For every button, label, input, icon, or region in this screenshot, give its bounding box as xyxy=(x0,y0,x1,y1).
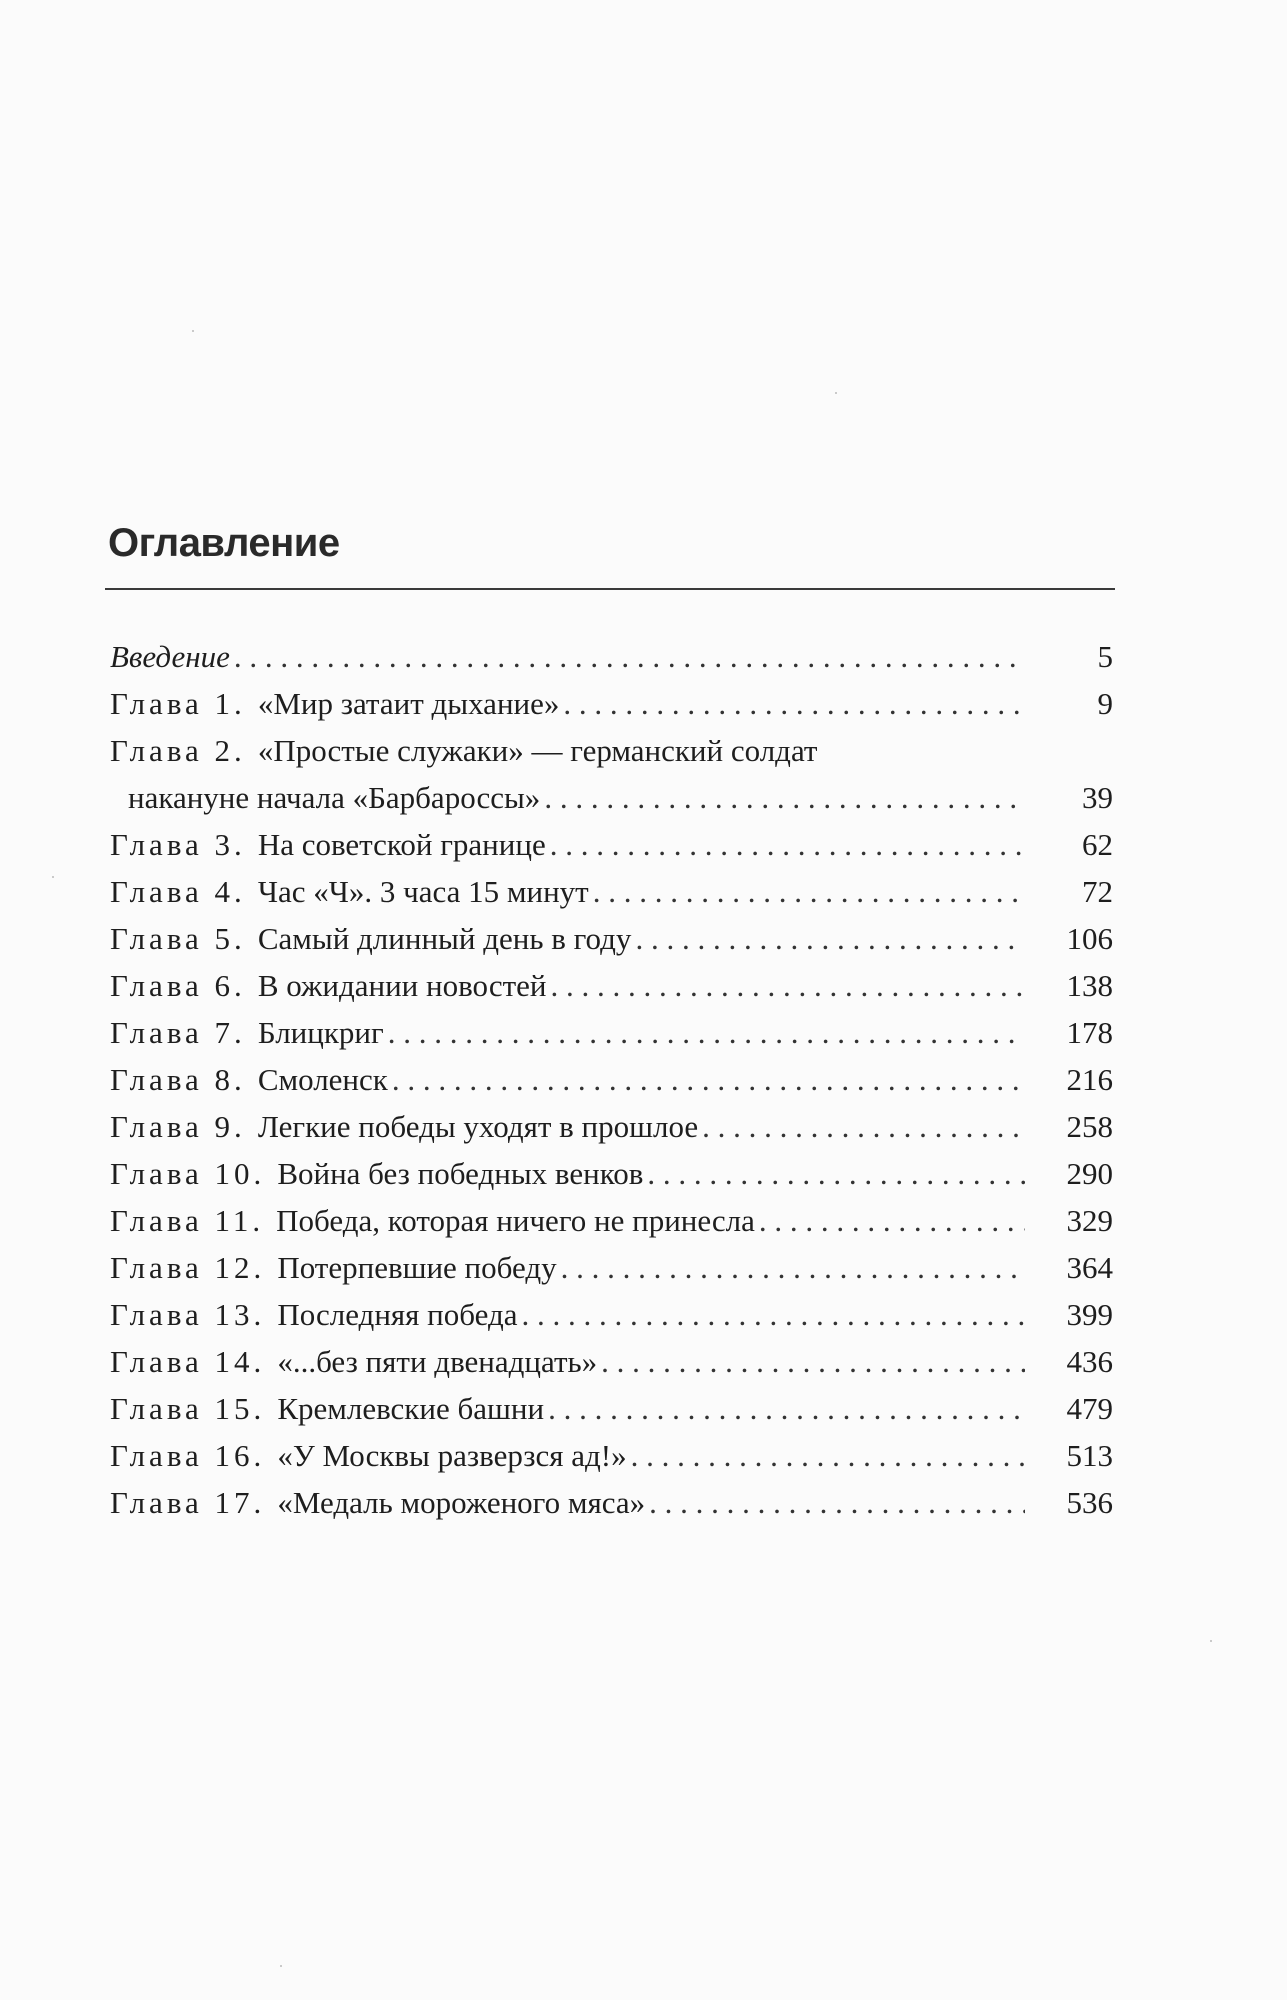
chapter-label: Глава 12. xyxy=(110,1250,266,1285)
entry-title: Война без победных венков xyxy=(277,1156,644,1191)
entry-title-continuation: накануне начала «Барбароссы» xyxy=(128,780,541,815)
entry-page-number: 329 xyxy=(1066,1203,1113,1238)
toc-entry-chapter-14[interactable] xyxy=(110,1338,1113,1385)
dot-leader xyxy=(563,680,1025,727)
entry-title: Последняя победа xyxy=(277,1297,518,1332)
toc-entry-chapter-6[interactable] xyxy=(110,962,1113,1009)
chapter-label: Глава 11. xyxy=(110,1203,265,1238)
toc-entry-chapter-8[interactable] xyxy=(110,1056,1113,1103)
toc-entry-chapter-2-continued[interactable] xyxy=(110,774,1113,821)
dot-leader xyxy=(522,1291,1025,1338)
toc-entry-chapter-17[interactable] xyxy=(110,1479,1113,1526)
entry-title: Введение xyxy=(110,639,230,674)
toc-entry-chapter-3[interactable] xyxy=(110,821,1113,868)
scan-speck xyxy=(280,1965,282,1967)
toc-entry-chapter-16[interactable] xyxy=(110,1432,1113,1479)
toc-entry-chapter-13[interactable] xyxy=(110,1291,1113,1338)
chapter-label: Глава 2. xyxy=(110,733,246,768)
entry-page-number: 106 xyxy=(1066,921,1113,956)
entry-page-number: 479 xyxy=(1066,1391,1113,1426)
entry-page-number: 138 xyxy=(1066,968,1113,1003)
heading-rule xyxy=(105,588,1115,590)
scan-speck xyxy=(1210,1640,1212,1642)
entry-title: «Простые служаки» — германский солдат xyxy=(257,733,818,768)
dot-leader xyxy=(593,868,1025,915)
entry-page-number: 536 xyxy=(1066,1485,1113,1520)
entry-title: На советской границе xyxy=(257,827,546,862)
entry-title: Блицкриг xyxy=(257,1015,384,1050)
dot-leader xyxy=(388,1009,1025,1056)
dot-leader xyxy=(649,1479,1025,1526)
entry-page-number: 5 xyxy=(1097,639,1113,674)
toc-entry-chapter-9[interactable] xyxy=(110,1103,1113,1150)
entry-title: «Мир затаит дыхание» xyxy=(257,686,560,721)
chapter-label: Глава 15. xyxy=(110,1391,266,1426)
dot-leader xyxy=(548,1385,1025,1432)
chapter-label: Глава 6. xyxy=(110,968,246,1003)
toc-entry-chapter-2[interactable] xyxy=(110,727,1113,774)
dot-leader xyxy=(550,962,1025,1009)
dot-leader xyxy=(392,1056,1025,1103)
toc-entry-chapter-7[interactable] xyxy=(110,1009,1113,1056)
toc-entry-chapter-4[interactable] xyxy=(110,868,1113,915)
dot-leader xyxy=(635,915,1025,962)
dot-leader xyxy=(647,1150,1025,1197)
chapter-label: Глава 1. xyxy=(110,686,246,721)
dot-leader xyxy=(631,1432,1025,1479)
entry-page-number: 39 xyxy=(1082,780,1113,815)
toc-list xyxy=(110,633,1113,1526)
chapter-label: Глава 4. xyxy=(110,874,246,909)
entry-page-number: 9 xyxy=(1097,686,1113,721)
scan-speck xyxy=(835,392,837,394)
entry-page-number: 62 xyxy=(1082,827,1113,862)
entry-title: Самый длинный день в году xyxy=(257,921,632,956)
toc-entry-chapter-11[interactable] xyxy=(110,1197,1113,1244)
entry-title: Легкие победы уходят в прошлое xyxy=(257,1109,699,1144)
dot-leader xyxy=(544,774,1025,821)
dot-leader xyxy=(702,1103,1025,1150)
dot-leader xyxy=(601,1338,1025,1385)
chapter-label: Глава 3. xyxy=(110,827,246,862)
entry-title: «У Москвы разверзся ад!» xyxy=(277,1438,627,1473)
entry-title: Кремлевские башни xyxy=(277,1391,545,1426)
toc-entry-chapter-15[interactable] xyxy=(110,1385,1113,1432)
toc-heading: Оглавление xyxy=(108,521,340,565)
dot-leader xyxy=(759,1197,1025,1244)
entry-title: «Медаль мороженого мяса» xyxy=(277,1485,646,1520)
chapter-label: Глава 17. xyxy=(110,1485,266,1520)
entry-page-number: 216 xyxy=(1066,1062,1113,1097)
toc-entry-chapter-12[interactable] xyxy=(110,1244,1113,1291)
entry-page-number: 178 xyxy=(1066,1015,1113,1050)
entry-page-number: 290 xyxy=(1066,1156,1113,1191)
chapter-label: Глава 9. xyxy=(110,1109,246,1144)
dot-leader xyxy=(234,633,1025,680)
toc-entry-chapter-5[interactable] xyxy=(110,915,1113,962)
entry-page-number: 258 xyxy=(1066,1109,1113,1144)
scan-speck xyxy=(192,330,194,332)
entry-page-number: 436 xyxy=(1066,1344,1113,1379)
chapter-label: Глава 5. xyxy=(110,921,246,956)
chapter-label: Глава 13. xyxy=(110,1297,266,1332)
toc-entry-chapter-1[interactable] xyxy=(110,680,1113,727)
dot-leader xyxy=(550,821,1025,868)
scan-speck xyxy=(52,876,54,878)
entry-page-number: 513 xyxy=(1066,1438,1113,1473)
entry-page-number: 399 xyxy=(1066,1297,1113,1332)
chapter-label: Глава 10. xyxy=(110,1156,266,1191)
toc-entry-chapter-10[interactable] xyxy=(110,1150,1113,1197)
entry-title: Смоленск xyxy=(257,1062,388,1097)
chapter-label: Глава 8. xyxy=(110,1062,246,1097)
chapter-label: Глава 14. xyxy=(110,1344,266,1379)
entry-page-number: 364 xyxy=(1066,1250,1113,1285)
entry-title: Победа, которая ничего не принесла xyxy=(276,1203,755,1238)
entry-title: Потерпевшие победу xyxy=(277,1250,557,1285)
dot-leader xyxy=(561,1244,1025,1291)
entry-page-number: 72 xyxy=(1082,874,1113,909)
entry-title: Час «Ч». 3 часа 15 минут xyxy=(257,874,589,909)
chapter-label: Глава 7. xyxy=(110,1015,246,1050)
toc-entry-introduction[interactable] xyxy=(110,633,1113,680)
entry-title: В ожидании новостей xyxy=(257,968,547,1003)
entry-title: «...без пяти двенадцать» xyxy=(277,1344,598,1379)
chapter-label: Глава 16. xyxy=(110,1438,266,1473)
